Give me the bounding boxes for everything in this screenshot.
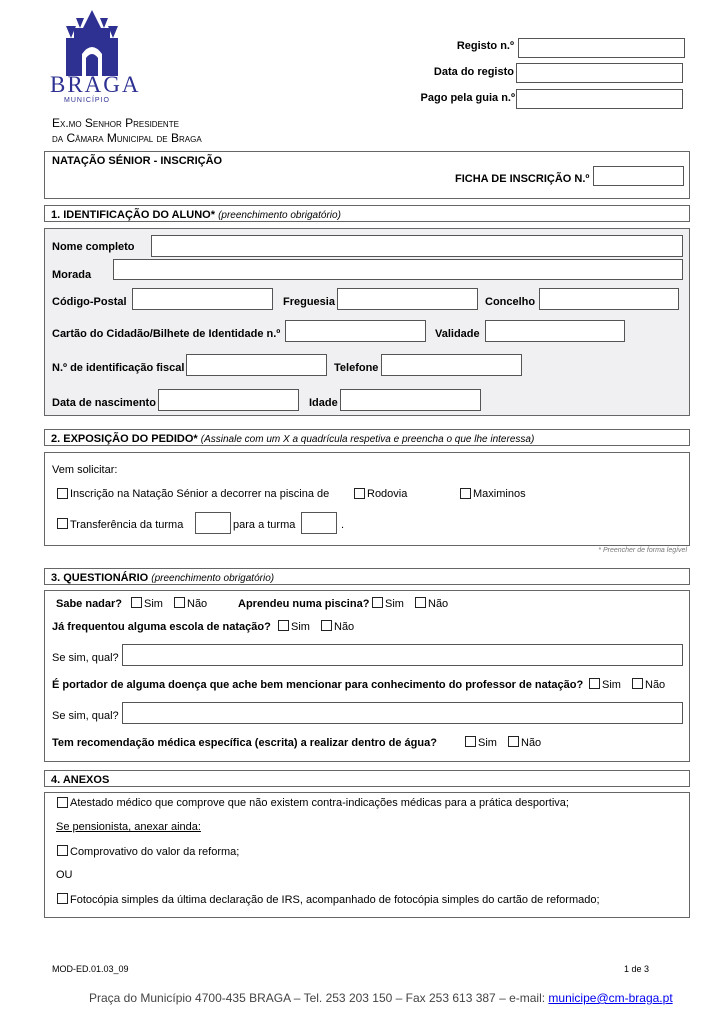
- aprendeu-sim-checkbox[interactable]: [372, 597, 383, 608]
- section1-header: 1. IDENTIFICAÇÃO DO ALUNO* (preenchimento obrigatório): [44, 205, 690, 222]
- frequentou-sim-label: Sim: [291, 621, 310, 633]
- nif-field[interactable]: [186, 354, 327, 376]
- cartao-label: Cartão do Cidadão/Bilhete de Identidade n.º: [52, 328, 281, 340]
- nome-field[interactable]: [151, 235, 683, 257]
- idade-field[interactable]: [340, 389, 481, 411]
- section2-header: 2. EXPOSIÇÃO DO PEDIDO* (Assinale com um X a quadrícula respetiva e preencha o que lhe interessa): [44, 429, 690, 446]
- addressee-line-2: da Câmara Municipal de Braga: [52, 131, 202, 145]
- inscricao-label: Inscrição na Natação Sénior a decorrer na piscina de: [70, 488, 330, 500]
- sabe-nadar-label: Sabe nadar?: [56, 598, 123, 610]
- section4-header: 4. ANEXOS: [44, 770, 690, 787]
- atestado-label: Atestado médico que comprove que não existem contra-indicações médicas para a prática desportiva;: [70, 797, 569, 809]
- telefone-label: Telefone: [334, 362, 379, 374]
- form-title: NATAÇÃO SÉNIOR - INSCRIÇÃO: [52, 155, 223, 167]
- doenca-qual-label: Se sim, qual?: [52, 710, 119, 722]
- nome-label: Nome completo: [52, 241, 135, 253]
- ou-label: OU: [56, 869, 73, 881]
- footer-address: Praça do Município 4700-435 BRAGA – Tel. 253 203 150 – Fax 253 613 387 – e-mail: municipe@cm-braga.pt: [89, 991, 673, 1005]
- pago-guia-field[interactable]: [516, 89, 683, 109]
- castle-emblem-icon: [52, 8, 132, 78]
- codigo-postal-label: Código-Postal: [52, 296, 127, 308]
- concelho-label: Concelho: [485, 296, 536, 308]
- doenca-qual-field[interactable]: [122, 702, 683, 724]
- pensionista-label: Se pensionista, anexar ainda:: [56, 821, 201, 833]
- data-registo-label: Data do registo: [433, 66, 514, 78]
- doenca-sim-checkbox[interactable]: [589, 678, 600, 689]
- registo-label: Registo n.º: [456, 40, 514, 52]
- recomendacao-label: Tem recomendação médica específica (escrita) a realizar dentro de água?: [52, 737, 437, 749]
- logo-wordmark: BRAGA: [50, 72, 141, 97]
- aprendeu-sim-label: Sim: [385, 598, 404, 610]
- nadar-sim-checkbox[interactable]: [131, 597, 142, 608]
- validade-label: Validade: [435, 328, 480, 340]
- frequentou-label: Já frequentou alguma escola de natação?: [52, 621, 271, 633]
- municipality-logo: [50, 8, 141, 104]
- escola-qual-label: Se sim, qual?: [52, 652, 119, 664]
- pago-guia-label: Pago pela guia n.º: [420, 92, 515, 104]
- logo-subtitle: MUNICÍPIO: [64, 97, 110, 104]
- concelho-field[interactable]: [539, 288, 679, 310]
- page-number: 1 de 3: [623, 964, 649, 974]
- frequentou-nao-label: Não: [334, 621, 355, 633]
- cartao-field[interactable]: [285, 320, 426, 342]
- codigo-postal-field[interactable]: [132, 288, 273, 310]
- freguesia-label: Freguesia: [283, 296, 335, 308]
- reforma-label: Comprovativo do valor da reforma;: [70, 846, 240, 858]
- maximinos-label: Maximinos: [473, 488, 526, 500]
- doenca-label: É portador de alguma doença que ache bem mencionar para conhecimento do professor de natação?: [52, 679, 584, 691]
- recomendacao-nao-label: Não: [521, 737, 542, 749]
- addressee-line-1: Ex.mo Senhor Presidente: [52, 116, 179, 130]
- nadar-nao-checkbox[interactable]: [174, 597, 185, 608]
- form-code: MOD-ED.01.03_09: [52, 964, 129, 974]
- escola-qual-field[interactable]: [122, 644, 683, 666]
- frequentou-sim-checkbox[interactable]: [278, 620, 289, 631]
- para-turma-label: para a turma: [233, 519, 296, 531]
- idade-label: Idade: [309, 397, 338, 409]
- atestado-checkbox[interactable]: [57, 797, 68, 808]
- frequentou-nao-checkbox[interactable]: [321, 620, 332, 631]
- telefone-field[interactable]: [381, 354, 522, 376]
- aprendeu-nao-label: Não: [428, 598, 449, 610]
- nadar-sim-label: Sim: [144, 598, 163, 610]
- inscricao-checkbox[interactable]: [57, 488, 68, 499]
- vem-solicitar-label: Vem solicitar:: [52, 464, 118, 476]
- aprendeu-nao-checkbox[interactable]: [415, 597, 426, 608]
- transferencia-checkbox[interactable]: [57, 518, 68, 529]
- doenca-nao-label: Não: [645, 679, 666, 691]
- aprendeu-label: Aprendeu numa piscina?: [238, 598, 370, 610]
- registo-field[interactable]: [518, 38, 685, 58]
- rodovia-checkbox[interactable]: [354, 488, 365, 499]
- recomendacao-sim-checkbox[interactable]: [465, 736, 476, 747]
- doenca-nao-checkbox[interactable]: [632, 678, 643, 689]
- legibility-note: * Preencher de forma legível: [598, 547, 687, 554]
- ficha-label: FICHA DE INSCRIÇÃO N.º: [455, 173, 590, 185]
- irs-checkbox[interactable]: [57, 893, 68, 904]
- turma-to-field[interactable]: [301, 512, 337, 534]
- nascimento-field[interactable]: [158, 389, 299, 411]
- morada-field[interactable]: [113, 259, 683, 280]
- morada-label: Morada: [52, 269, 92, 281]
- irs-label: Fotocópia simples da última declaração de IRS, acompanhado de fotocópia simples do cartão de reformado;: [70, 894, 600, 906]
- doenca-sim-label: Sim: [602, 679, 621, 691]
- rodovia-label: Rodovia: [367, 488, 408, 500]
- freguesia-field[interactable]: [337, 288, 478, 310]
- nadar-nao-label: Não: [187, 598, 208, 610]
- turma-from-field[interactable]: [195, 512, 231, 534]
- period-mark: .: [341, 519, 345, 531]
- maximinos-checkbox[interactable]: [460, 488, 471, 499]
- validade-field[interactable]: [485, 320, 625, 342]
- section3-header: 3. QUESTIONÁRIO (preenchimento obrigatório): [44, 568, 690, 585]
- transferencia-label: Transferência da turma: [70, 519, 184, 531]
- email-link[interactable]: municipe@cm-braga.pt: [548, 991, 673, 1005]
- recomendacao-sim-label: Sim: [478, 737, 497, 749]
- reforma-checkbox[interactable]: [57, 845, 68, 856]
- data-registo-field[interactable]: [516, 63, 683, 83]
- nif-label: N.º de identificação fiscal: [52, 362, 185, 374]
- recomendacao-nao-checkbox[interactable]: [508, 736, 519, 747]
- ficha-number-field[interactable]: [593, 166, 684, 186]
- nascimento-label: Data de nascimento: [52, 397, 156, 409]
